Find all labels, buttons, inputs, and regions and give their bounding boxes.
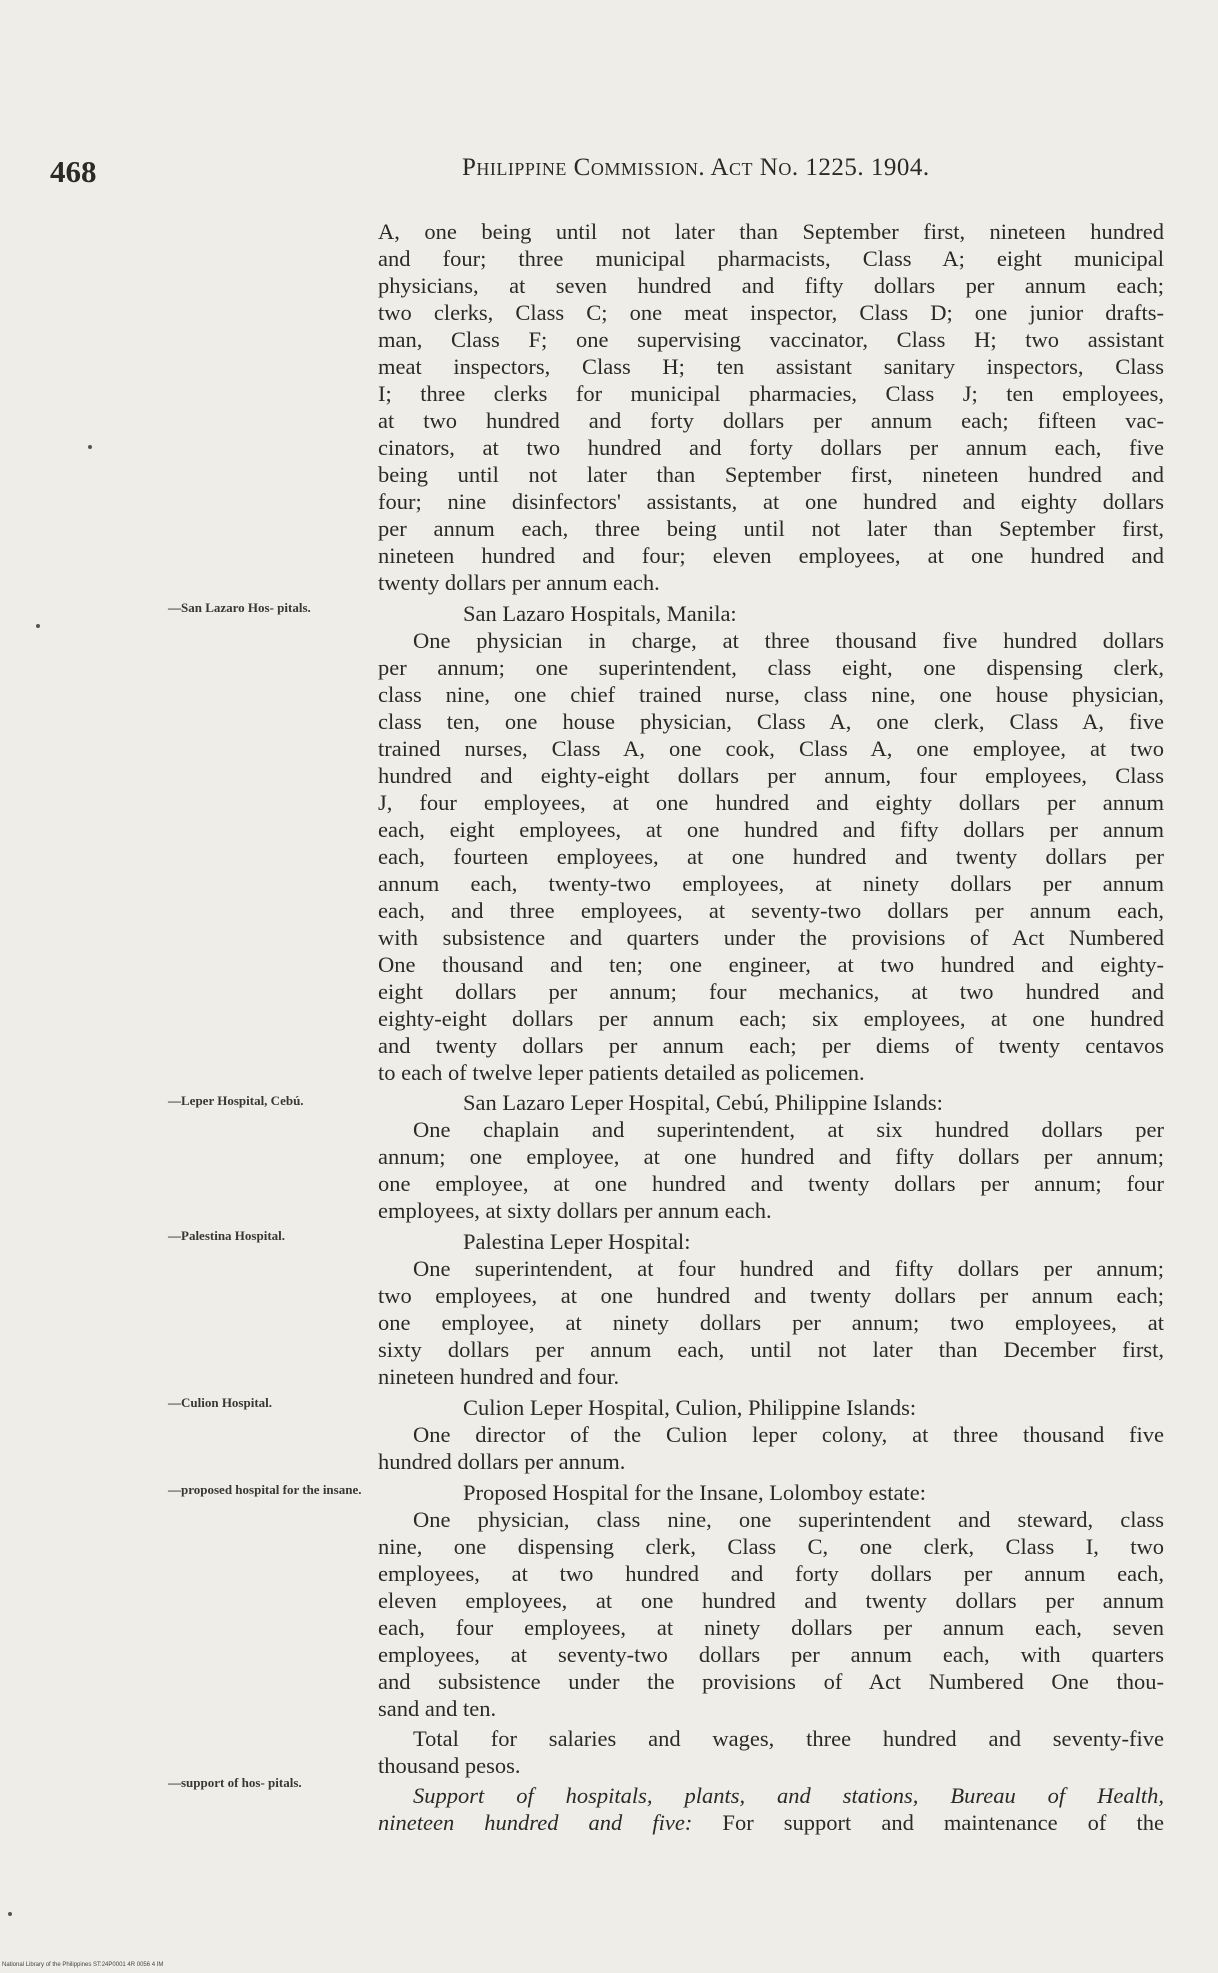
body-line: each, eight employees, at one hundred and fifty dollars per annum <box>378 817 1164 842</box>
body-line: thousand pesos. <box>378 1753 521 1778</box>
body-line: One director of the Culion leper colony, at three thousand five <box>413 1422 1164 1447</box>
body-line: class ten, one house physician, Class A, one clerk, Class A, five <box>378 709 1164 734</box>
body-line: I; three clerks for municipal pharmacies, Class J; ten employees, <box>378 381 1164 406</box>
body-line: two clerks, Class C; one meat inspector, Class D; one junior drafts- <box>378 300 1164 325</box>
body-line: with subsistence and quarters under the provisions of Act Numbered <box>378 925 1164 950</box>
body-line: each, fourteen employees, at one hundred and twenty dollars per <box>378 844 1164 869</box>
body-line: One physician, class nine, one superintendent and steward, class <box>413 1507 1164 1532</box>
speck <box>8 1912 12 1916</box>
support-line <box>378 1809 1164 1836</box>
body-line: cinators, at two hundred and forty dollars per annum each, five <box>378 435 1164 460</box>
body-line: One thousand and ten; one engineer, at two hundred and eighty- <box>378 952 1164 977</box>
section-heading: San Lazaro Hospitals, Manila: <box>463 601 737 626</box>
body-line: being until not later than September first, nineteen hundred and <box>378 462 1164 487</box>
body-line: one employee, at one hundred and twenty dollars per annum; four <box>378 1171 1164 1196</box>
body-line: hundred dollars per annum. <box>378 1449 626 1474</box>
body-line: eighty-eight dollars per annum each; six employees, at one hundred <box>378 1006 1164 1031</box>
body-line: One superintendent, at four hundred and fifty dollars per annum; <box>413 1256 1164 1281</box>
body-line: employees, at sixty dollars per annum each. <box>378 1198 772 1223</box>
body-line: J, four employees, at one hundred and eighty dollars per annum <box>378 790 1164 815</box>
body-line: man, Class F; one supervising vaccinator, Class H; two assistant <box>378 327 1164 352</box>
body-line: annum each, twenty-two employees, at ninety dollars per annum <box>378 871 1164 896</box>
body-line: and subsistence under the provisions of Act Numbered One thou- <box>378 1669 1164 1694</box>
body-line: One chaplain and superintendent, at six hundred dollars per <box>413 1117 1164 1142</box>
body-line: to each of twelve leper patients detailed as policemen. <box>378 1060 865 1085</box>
body-line: per annum each, three being until not later than September first, <box>378 516 1164 541</box>
support-text: For support and maintenance of the <box>692 1810 1164 1835</box>
body-line: Total for salaries and wages, three hundred and seventy-five <box>413 1726 1164 1751</box>
section-heading: San Lazaro Leper Hospital, Cebú, Philippine Islands: <box>463 1090 943 1115</box>
body-line: per annum; one superintendent, class eight, one dispensing clerk, <box>378 655 1164 680</box>
body-line: sand and ten. <box>378 1696 497 1721</box>
speck <box>88 445 92 449</box>
body-line: two employees, at one hundred and twenty dollars per annum each; <box>378 1283 1164 1308</box>
margin-note-san-lazaro: —San Lazaro Hos- pitals. <box>168 600 311 615</box>
body-line: at two hundred and forty dollars per annum each; fifteen vac- <box>378 408 1164 433</box>
body-line: physicians, at seven hundred and fifty dollars per annum each; <box>378 273 1164 298</box>
body-line: nine, one dispensing clerk, Class C, one clerk, Class I, two <box>378 1534 1164 1559</box>
body-line: nineteen hundred and four; eleven employees, at one hundred and <box>378 543 1164 568</box>
body-line: and four; three municipal pharmacists, Class A; eight municipal <box>378 246 1164 271</box>
body-line: One physician in charge, at three thousand five hundred dollars <box>413 628 1164 653</box>
support-italic-heading-2: nineteen hundred and five: <box>378 1810 693 1835</box>
section-heading: Proposed Hospital for the Insane, Lolomboy estate: <box>463 1480 927 1505</box>
body-line: and twenty dollars per annum each; per diems of twenty centavos <box>378 1033 1164 1058</box>
support-italic-heading: Support of hospitals, plants, and stations, Bureau of Health, <box>413 1783 1164 1808</box>
section-heading: Palestina Leper Hospital: <box>463 1229 691 1254</box>
body-line: one employee, at ninety dollars per annum; two employees, at <box>378 1310 1164 1335</box>
margin-note-insane: —proposed hospital for the insane. <box>168 1482 362 1497</box>
body-line: employees, at two hundred and forty dollars per annum each, <box>378 1561 1164 1586</box>
body-line: each, and three employees, at seventy-two dollars per annum each, <box>378 898 1164 923</box>
page-number: 468 <box>50 154 97 189</box>
margin-note-culion: —Culion Hospital. <box>168 1395 273 1410</box>
body-line: sixty dollars per annum each, until not later than December first, <box>378 1337 1164 1362</box>
body-line: nineteen hundred and four. <box>378 1364 620 1389</box>
body-line: twenty dollars per annum each. <box>378 570 660 595</box>
scan-credit: National Library of the Philippines ST:24P0001 4R 0056 4 IM <box>2 1962 164 1968</box>
body-line: trained nurses, Class A, one cook, Class A, one employee, at two <box>378 736 1164 761</box>
body-line: four; nine disinfectors' assistants, at one hundred and eighty dollars <box>378 489 1164 514</box>
body-line: A, one being until not later than September first, nineteen hundred <box>378 219 1164 244</box>
margin-note-leper-cebu: —Leper Hospital, Cebú. <box>168 1093 304 1108</box>
body-line: hundred and eighty-eight dollars per annum, four employees, Class <box>378 763 1164 788</box>
running-head: Philippine Commission. Act No. 1225. 1904. <box>462 154 930 181</box>
body-line: meat inspectors, Class H; ten assistant sanitary inspectors, Class <box>378 354 1164 379</box>
section-heading: Culion Leper Hospital, Culion, Philippine Islands: <box>463 1395 917 1420</box>
body-line: class nine, one chief trained nurse, class nine, one house physician, <box>378 682 1164 707</box>
margin-note-support: —support of hos- pitals. <box>168 1775 302 1790</box>
body-line: employees, at seventy-two dollars per annum each, with quarters <box>378 1642 1164 1667</box>
margin-note-palestina: —Palestina Hospital. <box>168 1228 286 1243</box>
body-line: each, four employees, at ninety dollars per annum each, seven <box>378 1615 1164 1640</box>
body-line: eleven employees, at one hundred and twenty dollars per annum <box>378 1588 1164 1613</box>
speck <box>36 624 40 628</box>
body-line: eight dollars per annum; four mechanics, at two hundred and <box>378 979 1164 1004</box>
support-line <box>413 1782 1164 1809</box>
body-line: annum; one employee, at one hundred and fifty dollars per annum; <box>378 1144 1164 1169</box>
